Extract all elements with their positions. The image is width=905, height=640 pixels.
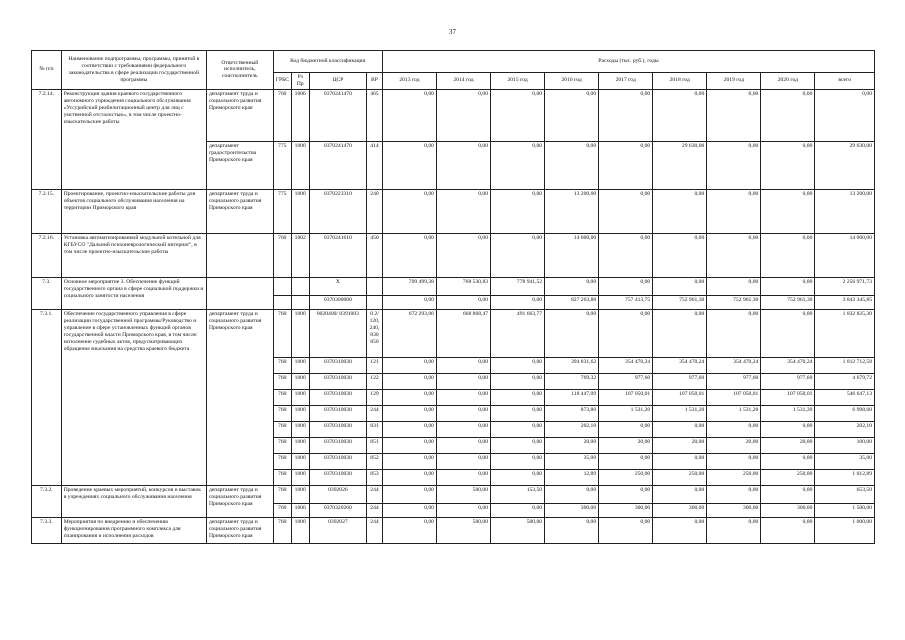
cell-value: 0,00 [382, 373, 436, 389]
cell-csr: 0370310030 [309, 389, 366, 405]
cell-resp [206, 277, 273, 309]
cell-value: 0,00 [599, 233, 653, 277]
cell-total: 4 679,72 [815, 373, 875, 389]
cell-csr: 0370320260 [309, 503, 366, 517]
col-year: 2020 год [761, 73, 815, 90]
col-year: 2015 год [491, 73, 545, 90]
cell-vr: 450 [367, 233, 383, 277]
cell-vr: 465 [367, 89, 383, 141]
cell-name: Мероприятия по внедрению и обеспечению функционирования программного комплекса для планирования и исполнения расходов [61, 517, 206, 543]
cell-total: 1 012,89 [815, 469, 875, 485]
cell-value: 768 530,83 [436, 277, 490, 295]
cell-value: 300,00 [599, 503, 653, 517]
cell-grbs: 760 [273, 373, 291, 389]
cell-csr: 0370310030 [309, 357, 366, 373]
cell-rzpr: 1006 [291, 405, 309, 421]
cell-csr: 0370310030 [309, 421, 366, 437]
cell-total: 1 000,00 [815, 517, 875, 543]
cell-value: 0,00 [761, 233, 815, 277]
cell-value: 1 531,20 [653, 405, 707, 421]
cell-value: 20,00 [545, 437, 599, 453]
cell-value: 0,00 [382, 517, 436, 543]
cell-value: 0,00 [707, 421, 761, 437]
cell-vr: 851 [367, 437, 383, 453]
cell-value: 500,00 [491, 517, 545, 543]
cell-value: 0,00 [382, 485, 436, 503]
cell-vr [367, 295, 383, 309]
cell-value: 0,00 [491, 469, 545, 485]
cell-grbs: 760 [273, 485, 291, 503]
cell-grbs: 760 [273, 453, 291, 469]
cell-value: 0,00 [707, 309, 761, 357]
cell-csr: 0370241470 [309, 141, 366, 189]
cell-value: 394 831,62 [545, 357, 599, 373]
cell-value: 0,00 [707, 485, 761, 503]
cell-value: 0,00 [761, 141, 815, 189]
cell-vr: 244 [367, 405, 383, 421]
cell-total: 653,50 [815, 485, 875, 503]
cell-grbs: 760 [273, 357, 291, 373]
cell-value: 491 663,77 [491, 309, 545, 357]
cell-grbs: 760 [273, 309, 291, 357]
cell-vr: 853 [367, 469, 383, 485]
cell-value: 0,00 [761, 485, 815, 503]
cell-value: 0,00 [382, 469, 436, 485]
cell-rzpr: 1006 [291, 309, 309, 357]
cell-csr: 0370300000 [309, 295, 366, 309]
cell-name: Установка автоматизированной модульной котельной для КГБУСО "Дальний психоневрологический интернат", в том числе проектно-изыскательские работы [61, 233, 206, 277]
cell-value: 0,00 [382, 189, 436, 233]
cell-csr: 0370223310 [309, 189, 366, 233]
col-resp: Ответственный исполнитель, соисполнитель [206, 51, 273, 90]
cell-rzpr: 1006 [291, 503, 309, 517]
cell-num: 7.3.2. [32, 485, 62, 517]
cell-rzpr: 1002 [291, 233, 309, 277]
cell-value: 0,00 [436, 421, 490, 437]
cell-value: 0,00 [599, 141, 653, 189]
cell-grbs: 760 [273, 89, 291, 141]
cell-value: 977,60 [653, 373, 707, 389]
cell-value: 0,00 [599, 517, 653, 543]
cell-grbs: 775 [273, 189, 291, 233]
cell-name: Проведение краевых мероприятий, конкурсов и выставок в учреждениях социального обслуживания населения [61, 485, 206, 517]
cell-value: 0,00 [653, 189, 707, 233]
cell-rzpr [291, 295, 309, 309]
cell-value: 13 200,00 [545, 189, 599, 233]
cell-grbs: 760 [273, 437, 291, 453]
cell-value: 757 413,75 [599, 295, 653, 309]
cell-grbs [273, 277, 291, 295]
cell-rzpr: 1006 [291, 373, 309, 389]
cell-value: 752 961,30 [653, 295, 707, 309]
cell-value: 0,00 [707, 189, 761, 233]
cell-value: 0,00 [436, 189, 490, 233]
cell-value: 0,00 [599, 485, 653, 503]
table-row [32, 89, 875, 141]
cell-value: 0,00 [599, 189, 653, 233]
cell-value: 0,00 [653, 309, 707, 357]
cell-value: 827 263,88 [545, 295, 599, 309]
cell-value: 0,00 [491, 421, 545, 437]
cell-value: 0,00 [491, 189, 545, 233]
cell-value: 0,00 [653, 517, 707, 543]
cell-num: 7.3.3. [32, 517, 62, 543]
cell-name: Проектирование, проектно-изыскательские работы для объектов социального обслуживания населения на территории Приморского края [61, 189, 206, 233]
col-year: 2017 год [599, 73, 653, 90]
cell-total: 1 812 712,58 [815, 357, 875, 373]
cell-value: 0,00 [436, 405, 490, 421]
cell-value: 672 293,06 [382, 309, 436, 357]
cell-value: 0,00 [599, 309, 653, 357]
cell-value: 0,00 [382, 89, 436, 141]
cell-value: 0,00 [545, 89, 599, 141]
cell-value: 0,00 [382, 295, 436, 309]
cell-value: 1 531,20 [707, 405, 761, 421]
cell-value: 354 470,24 [707, 357, 761, 373]
cell-value: 107 050,01 [761, 389, 815, 405]
col-num: № п/п [32, 51, 62, 90]
cell-value: 977,60 [761, 373, 815, 389]
cell-total: 546 647,13 [815, 389, 875, 405]
cell-value: 354 470,24 [761, 357, 815, 373]
cell-value: 0,00 [491, 373, 545, 389]
cell-value: 153,50 [491, 485, 545, 503]
cell-csr: 0392027 [309, 517, 366, 543]
cell-value: 14 000,00 [545, 233, 599, 277]
cell-value: 0,00 [545, 517, 599, 543]
table-row [32, 233, 875, 277]
cell-value: 300,00 [707, 503, 761, 517]
table-row [32, 277, 875, 295]
cell-num: 7.2.16. [32, 233, 62, 277]
cell-value: 20,00 [707, 437, 761, 453]
cell-num: 7.3. [32, 277, 62, 309]
cell-rzpr: 1006 [291, 517, 309, 543]
cell-value: 0,00 [707, 141, 761, 189]
cell-value: 668 868,47 [436, 309, 490, 357]
cell-csr: 0370310030 [309, 453, 366, 469]
table-body [32, 89, 875, 543]
cell-value: 873,80 [545, 405, 599, 421]
cell-resp: департамент труда и социального развития Приморского края [206, 517, 273, 543]
col-kbk: Код бюджетной классификации [273, 51, 382, 73]
cell-total: 0,00 [815, 89, 875, 141]
cell-value: 0,00 [545, 277, 599, 295]
cell-grbs: 760 [273, 389, 291, 405]
cell-grbs: 760 [273, 517, 291, 543]
table-row [32, 309, 875, 357]
cell-rzpr: 1006 [291, 389, 309, 405]
cell-value: 0,00 [761, 89, 815, 141]
cell-value: 250,00 [599, 469, 653, 485]
cell-vr: 240 [367, 189, 383, 233]
cell-total: 1 832 825,30 [815, 309, 875, 357]
cell-value: 0,00 [761, 309, 815, 357]
cell-resp [206, 233, 273, 277]
cell-value: 0,00 [491, 89, 545, 141]
cell-value: 0,00 [545, 309, 599, 357]
cell-value: 0,00 [382, 389, 436, 405]
cell-value: 20,00 [761, 437, 815, 453]
cell-total: 14 000,00 [815, 233, 875, 277]
cell-value: 0,00 [491, 357, 545, 373]
cell-vr: 0 2/ 120, 240, 830 850 [367, 309, 383, 357]
cell-rzpr: 1006 [291, 421, 309, 437]
cell-value: 0,00 [599, 277, 653, 295]
cell-value: 0,00 [707, 233, 761, 277]
cell-value: 0,00 [707, 277, 761, 295]
cell-rzpr: 1006 [291, 141, 309, 189]
cell-value: 0,00 [436, 89, 490, 141]
cell-value: 354 470,24 [653, 357, 707, 373]
cell-csr: 0392026 [309, 485, 366, 503]
cell-value: 0,00 [491, 389, 545, 405]
cell-value: 0,00 [491, 141, 545, 189]
cell-resp: департамент градостроительства Приморского края [206, 141, 273, 189]
cell-value: 0,00 [382, 405, 436, 421]
cell-value: 107 050,01 [599, 389, 653, 405]
cell-value: 769,32 [545, 373, 599, 389]
col-total: всего [815, 73, 875, 90]
cell-rzpr: 1006 [291, 437, 309, 453]
cell-value: 0,00 [491, 233, 545, 277]
cell-value: 0,00 [761, 517, 815, 543]
cell-num: 7.3.1. [32, 309, 62, 485]
cell-value: 0,00 [436, 437, 490, 453]
cell-value: 709 499,38 [382, 277, 436, 295]
cell-rzpr: 1006 [291, 357, 309, 373]
cell-rzpr: 1006 [291, 189, 309, 233]
cell-value: 0,00 [436, 389, 490, 405]
cell-total: 100,00 [815, 437, 875, 453]
cell-value: 0,00 [382, 453, 436, 469]
col-year: 2013 год [382, 73, 436, 90]
cell-value: 0,00 [382, 421, 436, 437]
col-rzpr: Рз Пр [291, 73, 309, 90]
col-year: 2019 год [707, 73, 761, 90]
cell-grbs: 760 [273, 405, 291, 421]
cell-value: 0,00 [491, 503, 545, 517]
cell-vr: 122 [367, 373, 383, 389]
cell-value: 107 050,01 [707, 389, 761, 405]
cell-value: 0,00 [653, 277, 707, 295]
cell-value: 977,60 [707, 373, 761, 389]
cell-vr [367, 277, 383, 295]
cell-value: 500,00 [436, 485, 490, 503]
cell-value: 29 630,00 [653, 141, 707, 189]
cell-value: 0,00 [436, 295, 490, 309]
cell-grbs: 760 [273, 503, 291, 517]
cell-value: 752 961,30 [761, 295, 815, 309]
cell-resp: департамент труда и социального развития Приморского края [206, 485, 273, 517]
cell-value: 0,00 [599, 421, 653, 437]
cell-value: 0,00 [491, 405, 545, 421]
cell-value: 20,00 [599, 437, 653, 453]
cell-value: 0,00 [653, 233, 707, 277]
cell-grbs: 760 [273, 233, 291, 277]
cell-vr: 852 [367, 453, 383, 469]
cell-value: 1 531,20 [599, 405, 653, 421]
cell-value: 0,00 [436, 453, 490, 469]
cell-value: 0,00 [761, 453, 815, 469]
cell-csr: 0020400/ 0391003 [309, 309, 366, 357]
cell-total: 13 200,00 [815, 189, 875, 233]
cell-value: 0,00 [436, 141, 490, 189]
col-year: 2016 год [545, 73, 599, 90]
cell-vr: 121 [367, 357, 383, 373]
cell-value: 0,00 [436, 233, 490, 277]
col-vr: ВР [367, 73, 383, 90]
col-year: 2018 год [653, 73, 707, 90]
cell-value: 0,00 [382, 233, 436, 277]
col-year: 2014 год [436, 73, 490, 90]
cell-value: 0,00 [545, 485, 599, 503]
cell-csr: X [309, 277, 366, 295]
cell-value: 107 050,01 [653, 389, 707, 405]
cell-value: 1 531,20 [761, 405, 815, 421]
cell-total: 6 998,60 [815, 405, 875, 421]
cell-resp: департамент труда и социального развития Приморского края [206, 89, 273, 141]
cell-total: 1 500,00 [815, 503, 875, 517]
cell-name: Реконструкция здания краевого государственного автономного учреждения социального обслуживания «Уссурийский реабилитационный центр для лиц с умственной отсталостью», в том числе проектно-изыскательские работы [61, 89, 206, 189]
table-row [32, 485, 875, 503]
cell-vr: 129 [367, 389, 383, 405]
cell-num: 7.2.14. [32, 89, 62, 189]
cell-value: 778 941,52 [491, 277, 545, 295]
cell-value: 0,00 [653, 421, 707, 437]
cell-csr: 0370310030 [309, 373, 366, 389]
cell-rzpr: 1006 [291, 485, 309, 503]
cell-value: 0,00 [599, 453, 653, 469]
cell-value: 752 961,30 [707, 295, 761, 309]
cell-num: 7.2.15. [32, 189, 62, 233]
col-exp: Расходы (тыс. руб.), годы [382, 51, 874, 73]
cell-rzpr [291, 277, 309, 295]
cell-value: 118 447,09 [545, 389, 599, 405]
col-name: Наименование подпрограммы, программы, принятой в соответствии с требованиями федерального законодательства в сфере реализации государственной программы [61, 51, 206, 90]
cell-value: 0,00 [653, 453, 707, 469]
col-grbs: ГРБС [273, 73, 291, 90]
cell-total: 29 630,00 [815, 141, 875, 189]
cell-value: 0,00 [707, 453, 761, 469]
cell-value: 0,00 [761, 189, 815, 233]
cell-value: 354 470,24 [599, 357, 653, 373]
cell-grbs: 760 [273, 469, 291, 485]
cell-value: 300,00 [545, 503, 599, 517]
cell-csr: 0370310030 [309, 469, 366, 485]
cell-total: 2 256 971,73 [815, 277, 875, 295]
cell-vr: 244 [367, 503, 383, 517]
cell-csr: 0370241470 [309, 89, 366, 141]
cell-name: Обеспечение государственного управления в сфере реализации государственной программы/Руководство и управление в сфере установленных функций органов государственной власти Приморского края, в том числе: исполнение судебных актов, предусматривающих обращение взыскания на средства краевого бюджета [61, 309, 206, 485]
cell-value: 0,00 [761, 277, 815, 295]
cell-value: 0,00 [382, 357, 436, 373]
cell-grbs: 760 [273, 421, 291, 437]
cell-rzpr: 1006 [291, 469, 309, 485]
cell-value: 0,00 [653, 485, 707, 503]
cell-value: 0,00 [599, 89, 653, 141]
cell-value: 202,10 [545, 421, 599, 437]
cell-value: 0,00 [436, 469, 490, 485]
cell-total: 35,00 [815, 453, 875, 469]
col-csr: ЦСР [309, 73, 366, 90]
cell-value: 0,00 [382, 437, 436, 453]
budget-table [31, 50, 875, 544]
cell-vr: 831 [367, 421, 383, 437]
cell-value: 0,00 [761, 421, 815, 437]
cell-value: 20,00 [653, 437, 707, 453]
cell-total: 3 843 345,85 [815, 295, 875, 309]
cell-vr: 244 [367, 485, 383, 503]
cell-rzpr: 1006 [291, 453, 309, 469]
cell-value: 250,00 [707, 469, 761, 485]
cell-value: 0,00 [545, 141, 599, 189]
table-row [32, 189, 875, 233]
cell-value: 0,00 [491, 437, 545, 453]
cell-grbs [273, 295, 291, 309]
cell-value: 0,00 [707, 517, 761, 543]
cell-grbs: 775 [273, 141, 291, 189]
cell-value: 0,00 [382, 503, 436, 517]
cell-value: 0,00 [382, 141, 436, 189]
cell-csr: 0370310030 [309, 437, 366, 453]
cell-resp: департамент труда и социального развития Приморского края [206, 309, 273, 485]
page-number: 37 [449, 28, 456, 36]
table-row [32, 517, 875, 543]
cell-value: 500,00 [436, 517, 490, 543]
cell-value: 0,00 [436, 503, 490, 517]
cell-value: 12,89 [545, 469, 599, 485]
cell-value: 0,00 [436, 373, 490, 389]
table-header [32, 51, 875, 90]
cell-value: 250,00 [653, 469, 707, 485]
cell-resp: департамент труда и социального развития Приморского края [206, 189, 273, 233]
cell-value: 0,00 [491, 453, 545, 469]
cell-value: 250,00 [761, 469, 815, 485]
cell-rzpr: 1006 [291, 89, 309, 141]
cell-value: 0,00 [707, 89, 761, 141]
cell-value: 35,00 [545, 453, 599, 469]
cell-value: 0,00 [491, 295, 545, 309]
cell-vr: 414 [367, 141, 383, 189]
cell-value: 977,60 [599, 373, 653, 389]
cell-csr: 0370241610 [309, 233, 366, 277]
cell-name: Основное мероприятие 3. Обеспечение функций государственного органа в сфере социальной поддержки и социального занятости населения [61, 277, 206, 309]
cell-value: 0,00 [436, 357, 490, 373]
cell-value: 300,00 [653, 503, 707, 517]
cell-total: 202,10 [815, 421, 875, 437]
cell-csr: 0370310030 [309, 405, 366, 421]
cell-value: 0,00 [653, 89, 707, 141]
cell-value: 300,00 [761, 503, 815, 517]
cell-vr: 244 [367, 517, 383, 543]
